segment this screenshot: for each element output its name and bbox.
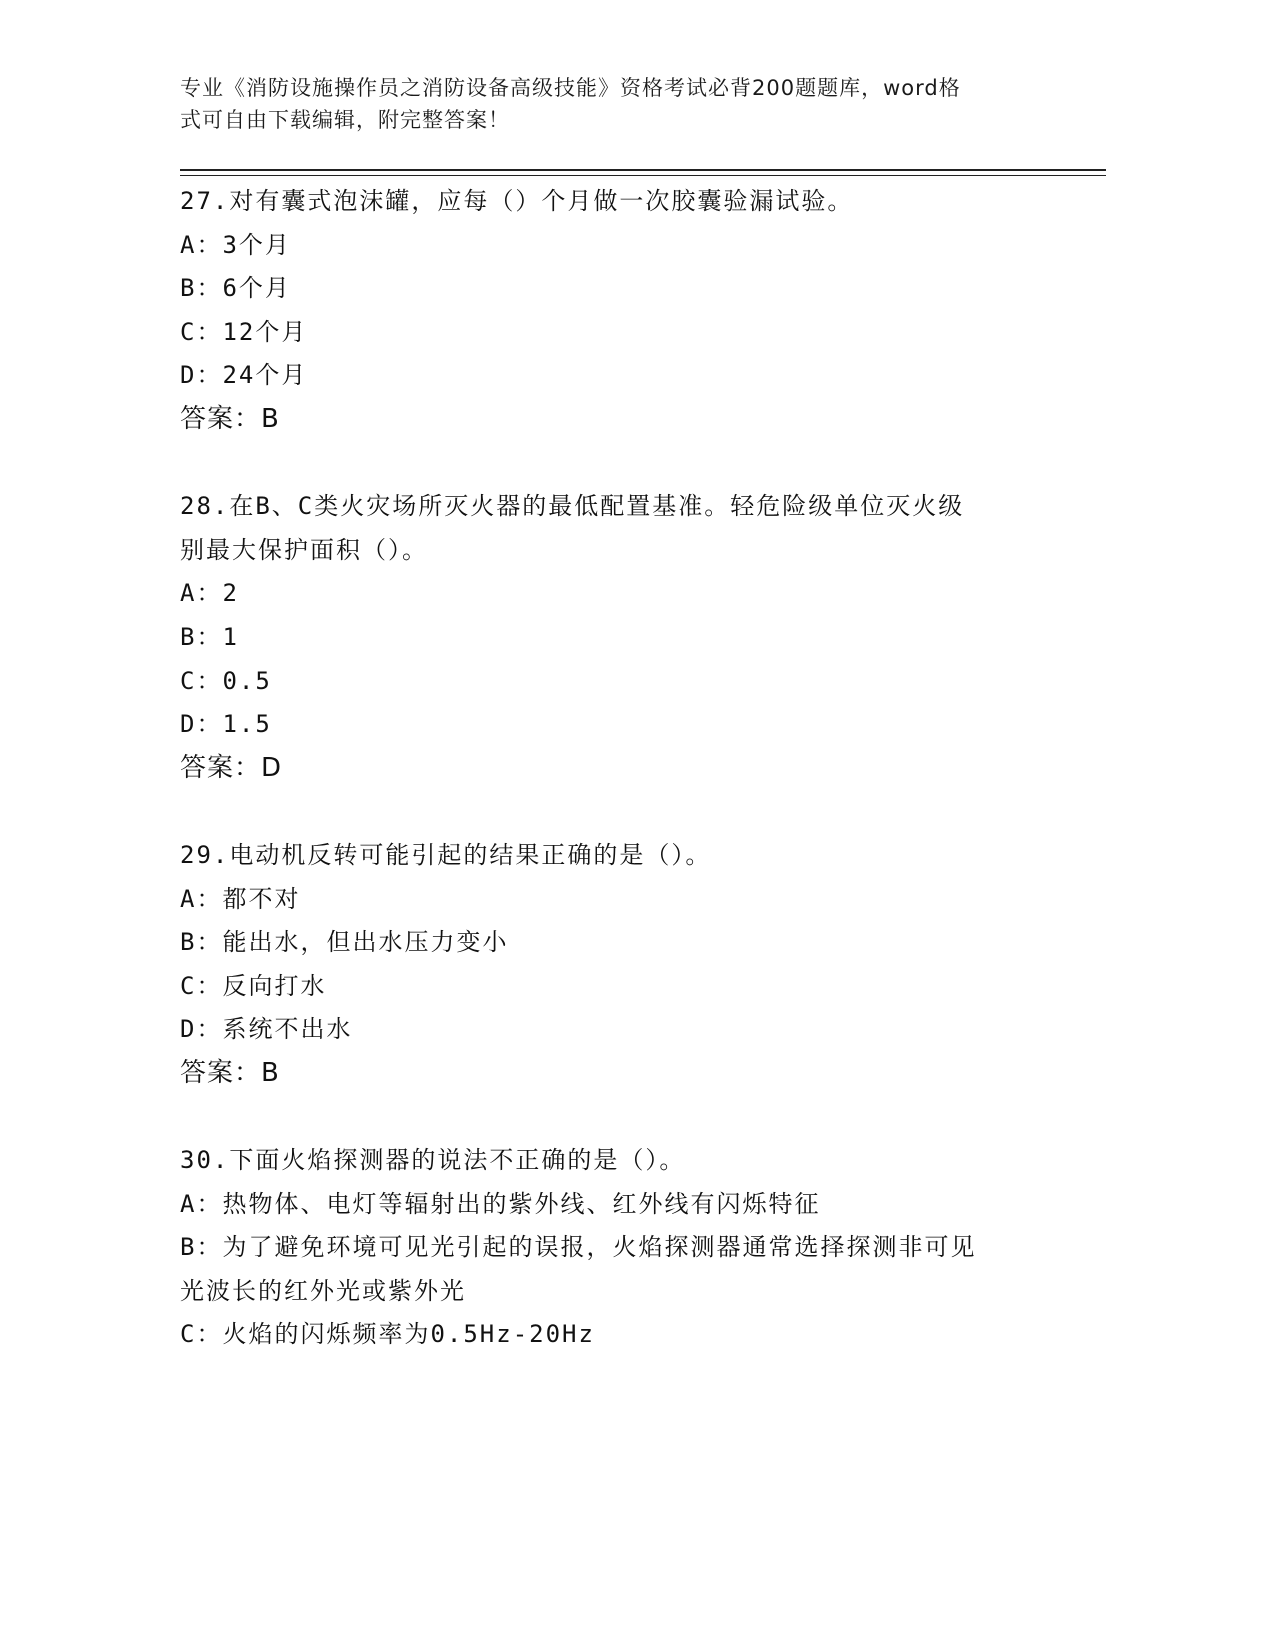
question-28 xyxy=(180,485,1080,790)
document-header xyxy=(180,72,1060,136)
question-29 xyxy=(180,834,1080,1096)
header-line-2: 式可自由下载编辑，附完整答案！ xyxy=(180,108,510,132)
option-c: C：反向打水 xyxy=(180,971,327,1000)
header-divider-thick xyxy=(180,169,1106,171)
option-a: A：都不对 xyxy=(180,884,301,913)
option-d: D：1.5 xyxy=(180,710,272,739)
option-a: A：热物体、电灯等辐射出的紫外线、红外线有闪烁特征 xyxy=(180,1189,821,1218)
question-stem-continued: 别最大保护面积（）。 xyxy=(180,535,428,564)
option-b: B：6个月 xyxy=(180,274,291,303)
option-c: C：火焰的闪烁频率为0.5Hz-20Hz xyxy=(180,1320,595,1349)
header-line-1: 专业《消防设施操作员之消防设备高级技能》资格考试必背200题题库，word格 xyxy=(180,76,961,100)
question-27 xyxy=(180,180,1080,442)
option-b: B：为了避免环境可见光引起的误报，火焰探测器通常选择探测非可见 xyxy=(180,1233,977,1262)
question-list xyxy=(180,180,1080,1357)
answer: 答案：D xyxy=(180,752,283,783)
answer: 答案：B xyxy=(180,1057,280,1088)
header-divider-thin xyxy=(180,175,1106,176)
question-stem: 28.在B、C类火灾场所灭火器的最低配置基准。轻危险级单位灭火级 xyxy=(180,492,965,521)
question-30 xyxy=(180,1139,1080,1357)
question-stem: 30.下面火焰探测器的说法不正确的是（）。 xyxy=(180,1146,686,1175)
question-spacer xyxy=(180,790,1080,834)
option-a: A：2 xyxy=(180,579,239,608)
option-d: D：系统不出水 xyxy=(180,1015,353,1044)
option-b: B：能出水，但出水压力变小 xyxy=(180,928,509,957)
question-spacer xyxy=(180,1095,1080,1139)
question-stem: 29.电动机反转可能引起的结果正确的是（）。 xyxy=(180,840,712,869)
question-spacer xyxy=(180,442,1080,486)
option-b: B：1 xyxy=(180,622,239,651)
option-b-continued: 光波长的红外光或紫外光 xyxy=(180,1276,466,1305)
option-c: C：12个月 xyxy=(180,317,308,346)
question-stem: 27.对有囊式泡沫罐，应每（）个月做一次胶囊验漏试验。 xyxy=(180,187,854,215)
option-c: C：0.5 xyxy=(180,666,272,695)
option-a: A：3个月 xyxy=(180,230,291,259)
option-d: D：24个月 xyxy=(180,361,308,390)
answer: 答案：B xyxy=(180,403,280,434)
